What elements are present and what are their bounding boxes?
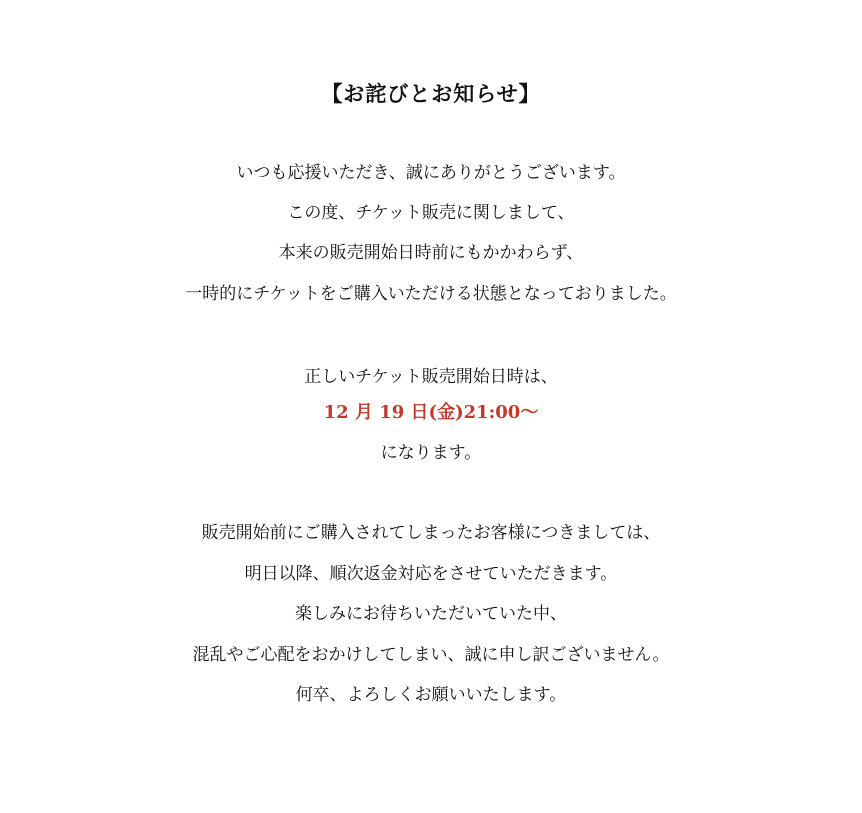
greeting-line: いつも応援いただき、誠にありがとうございます。 — [236, 163, 626, 183]
ticket-sales-line: この度、チケット販売に関しまして、 — [287, 203, 575, 223]
sales-start-datetime: 12 月 19 日(金)21:00〜 — [323, 402, 539, 423]
affected-customers-line: 販売開始前にご購入されてしまったお客様につきましては、 — [201, 523, 661, 543]
refund-line: 明日以降、順次返金対応をさせていただきます。 — [244, 564, 618, 584]
apology-line: 混乱やご心配をおかけしてしまい、誠に申し訳ございません。 — [192, 645, 670, 665]
datetime-outro: になります。 — [380, 443, 482, 463]
waiting-line: 楽しみにお待ちいただいていた中、 — [295, 604, 567, 624]
closing-line: 何卒、よろしくお願いいたします。 — [295, 685, 567, 705]
purchasable-state-line: 一時的にチケットをご購入いただける状態となっておりました。 — [185, 284, 677, 304]
before-start-line: 本来の販売開始日時前にもかかわらず、 — [278, 243, 584, 263]
notice-title: 【お詫びとお知らせ】 — [321, 82, 541, 106]
correct-datetime-intro: 正しいチケット販売開始日時は、 — [304, 367, 558, 387]
